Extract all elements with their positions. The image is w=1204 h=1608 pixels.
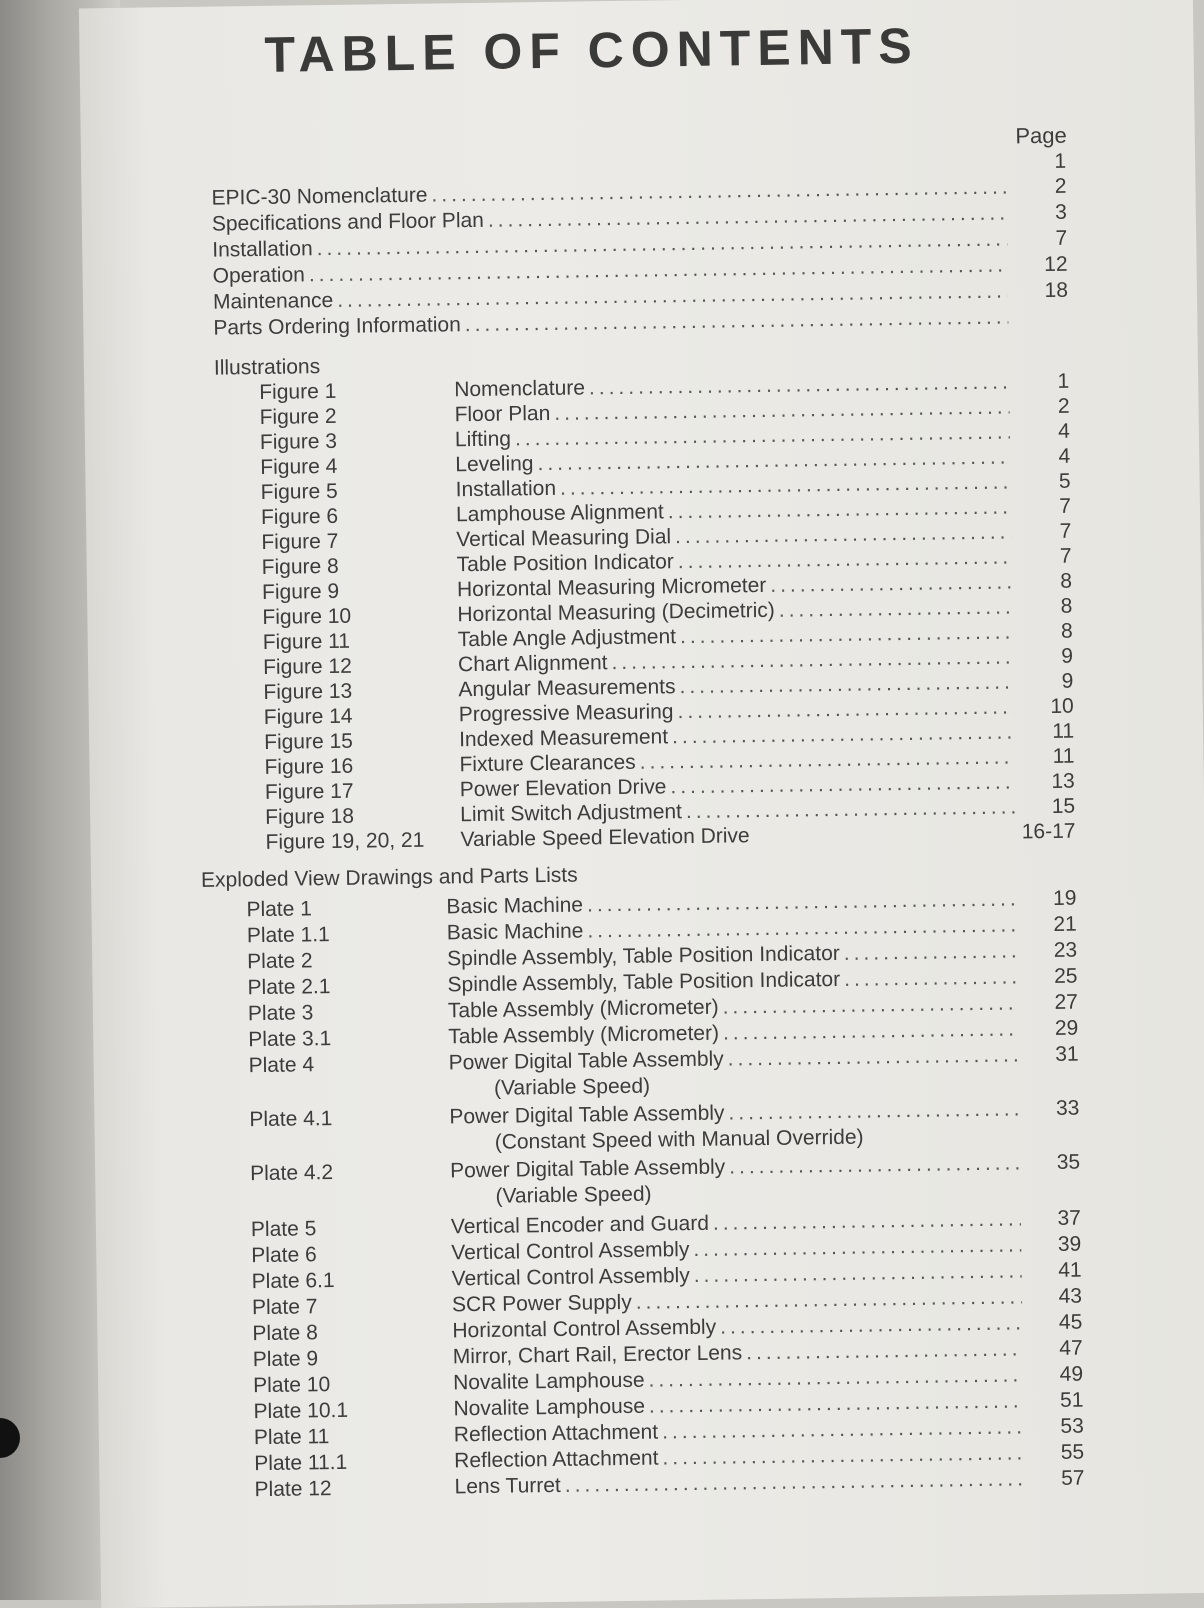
- plate-label: Plate 10.1: [253, 1398, 349, 1424]
- page-number: 11: [1052, 719, 1075, 743]
- page-number: 16-17: [1021, 819, 1076, 844]
- page-number: 9: [1061, 644, 1074, 668]
- figure-label: Figure 2: [259, 404, 337, 429]
- page-number: 2: [1057, 394, 1070, 418]
- entry-title: Table Position Indicator: [456, 550, 674, 577]
- entry-title: Limit Switch Adjustment: [460, 800, 683, 827]
- entry-title: Table Assembly (Micrometer): [448, 1021, 720, 1049]
- entry-title: Novalite Lamphouse: [452, 1368, 645, 1395]
- entry-title: Novalite Lamphouse: [453, 1394, 646, 1421]
- entry-title: SCR Power Supply: [451, 1290, 632, 1317]
- plate-label: Plate 12: [254, 1477, 332, 1502]
- page-number: 3: [1054, 200, 1067, 224]
- entry-title: Power Digital Table Assembly: [448, 1047, 724, 1075]
- leader-dots: [840, 965, 1018, 991]
- leader-dots: [666, 770, 1015, 799]
- document-page: [79, 0, 1204, 1608]
- leader-dots: [675, 670, 1013, 699]
- leader-dots: [673, 695, 1014, 724]
- page-number: 7: [1059, 494, 1072, 518]
- leader-dots: [676, 620, 1013, 649]
- page-number: 5: [1058, 469, 1071, 493]
- page-number: 33: [1055, 1096, 1080, 1120]
- plate-label: Plate 11: [253, 1425, 330, 1450]
- leader-dots: [461, 306, 1009, 338]
- page-number: 8: [1060, 619, 1073, 643]
- page-number: 45: [1058, 1310, 1083, 1334]
- leader-dots: [840, 939, 1018, 965]
- leader-dots: [583, 887, 1017, 917]
- entry-title: Leveling: [455, 452, 534, 477]
- entry-title: Specifications and Floor Plan: [211, 208, 485, 236]
- entry-title: Lamphouse Alignment: [455, 500, 664, 527]
- figure-label: Figure 3: [259, 429, 338, 454]
- leader-dots: [775, 595, 1013, 622]
- plate-label: Plate 3: [247, 1001, 314, 1026]
- leader-dots: [583, 913, 1017, 943]
- entry-title: Installation: [212, 237, 313, 262]
- leader-dots: [644, 1363, 1023, 1392]
- page-number: 7: [1059, 519, 1072, 543]
- figure-label: Figure 7: [261, 529, 339, 554]
- page-number: 4: [1058, 444, 1071, 468]
- page-number: 7: [1059, 544, 1072, 568]
- entry-title: Installation: [455, 476, 557, 502]
- entry-title: Indexed Measurement: [458, 725, 669, 752]
- page-number: 12: [1044, 252, 1068, 277]
- entry-title: Reflection Attachment: [454, 1446, 659, 1473]
- entry-subtitle: (Variable Speed): [493, 1074, 651, 1100]
- figure-label: Figure 18: [265, 804, 355, 829]
- plate-label: Plate 2.1: [247, 975, 331, 1000]
- plate-label: Plate 9: [252, 1347, 319, 1372]
- entry-title: Lens Turret: [454, 1473, 561, 1499]
- page-number: 1: [1057, 369, 1070, 393]
- entry-subtitle: (Constant Speed with Manual Override): [494, 1125, 864, 1154]
- entry-title: Table Assembly (Micrometer): [447, 995, 719, 1023]
- figure-label: Figure 6: [260, 504, 339, 529]
- entry-title: Operation: [212, 263, 306, 288]
- entry-title: Power Elevation Drive: [459, 775, 667, 802]
- entry-title: Power Digital Table Assembly: [449, 1101, 725, 1129]
- page-number: 2: [1054, 174, 1067, 198]
- plate-label: Plate 6: [251, 1243, 317, 1268]
- page-number: 37: [1057, 1206, 1082, 1230]
- figure-label: Figure 15: [263, 729, 354, 754]
- figure-label: Figure 13: [263, 679, 353, 704]
- plate-label: Plate 4.2: [250, 1161, 334, 1186]
- leader-dots: [674, 545, 1012, 574]
- leader-dots: [689, 1233, 1021, 1262]
- page-number: 15: [1051, 794, 1076, 818]
- plate-label: Plate 8: [252, 1321, 318, 1346]
- entry-title: Maintenance: [212, 288, 334, 314]
- plate-label: Plate 1: [246, 897, 313, 922]
- page-number: 8: [1060, 569, 1073, 593]
- plate-label: Plate 7: [251, 1295, 318, 1320]
- plate-label: Plate 3.1: [248, 1027, 332, 1052]
- page-column-header: Page: [1015, 122, 1067, 149]
- page-number: 55: [1060, 1440, 1085, 1464]
- entry-title: Lifting: [454, 427, 512, 452]
- leader-dots: [725, 1151, 1020, 1179]
- entry-title: Basic Machine: [446, 919, 584, 945]
- plate-label: Plate 10: [252, 1373, 331, 1398]
- entry-title: Vertical Control Assembly: [451, 1238, 690, 1265]
- figure-label: Figure 10: [262, 604, 352, 629]
- page-number: 4: [1058, 419, 1071, 443]
- entry-title: Vertical Control Assembly: [451, 1264, 690, 1291]
- page-number: 10: [1050, 694, 1074, 718]
- page-number: [1008, 323, 1068, 324]
- entry-title: Horizontal Measuring Micrometer: [456, 573, 767, 602]
- leader-dots: [682, 795, 1016, 824]
- page-number: 35: [1056, 1150, 1081, 1174]
- leader-dots: [561, 1467, 1025, 1497]
- leader-dots: [742, 1337, 1023, 1365]
- page-number: 18: [1044, 278, 1069, 302]
- figure-label: Figure 14: [263, 704, 353, 729]
- page-number: 43: [1058, 1284, 1083, 1308]
- page-number: 47: [1059, 1336, 1083, 1360]
- figure-label: Figure 11: [262, 629, 351, 654]
- leader-dots: [766, 570, 1012, 597]
- entry-title: Chart Alignment: [457, 651, 608, 677]
- entry-title: Floor Plan: [454, 401, 551, 427]
- page-number: 49: [1059, 1362, 1084, 1386]
- entry-title: Variable Speed Elevation Drive: [460, 824, 750, 852]
- exploded-views-heading: Exploded View Drawings and Parts Lists: [200, 863, 578, 892]
- leader-dots: [719, 1017, 1019, 1045]
- page-number: 29: [1054, 1016, 1079, 1040]
- figure-label: Figure 8: [261, 554, 339, 579]
- entry-title: Reflection Attachment: [453, 1420, 659, 1447]
- leader-dots: [724, 1043, 1019, 1071]
- page-number: 25: [1053, 964, 1078, 988]
- leader-dots: [724, 1097, 1019, 1125]
- page-number: 19: [1052, 886, 1077, 910]
- figure-label: Figure 9: [261, 579, 340, 604]
- plate-label: Plate 1.1: [246, 923, 330, 948]
- figure-label: Figure 16: [264, 754, 354, 779]
- page-number: 57: [1060, 1466, 1085, 1490]
- figure-label: Figure 19, 20, 21: [265, 828, 425, 854]
- illustrations-heading: Illustrations: [213, 355, 321, 380]
- plate-label: Plate 2: [247, 949, 313, 974]
- page-number: 8: [1060, 594, 1073, 618]
- leader-dots: [716, 1311, 1023, 1339]
- entry-title: Fixture Clearances: [459, 750, 636, 777]
- entry-title: Table Angle Adjustment: [457, 625, 677, 652]
- page-number: 23: [1053, 938, 1078, 962]
- entry-title: Spindle Assembly, Table Position Indicator: [447, 967, 841, 997]
- page-number: 41: [1058, 1258, 1082, 1282]
- page-number: 51: [1059, 1388, 1084, 1412]
- page-number: 1: [1054, 149, 1067, 173]
- entry-title: Progressive Measuring: [458, 700, 674, 727]
- leader-dots: [718, 991, 1018, 1019]
- leader-dots: [632, 1285, 1023, 1314]
- plate-label: Plate 11.1: [254, 1450, 348, 1476]
- leader-dots: [664, 495, 1011, 524]
- page-number: 7: [1055, 226, 1068, 250]
- leader-dots: [709, 1207, 1021, 1235]
- leader-dots: [690, 1259, 1022, 1288]
- page-number: 39: [1057, 1232, 1082, 1256]
- plate-label: Plate 4: [248, 1053, 315, 1078]
- entry-title: Vertical Encoder and Guard: [450, 1211, 710, 1239]
- page-number: 53: [1060, 1414, 1084, 1438]
- entry-subtitle: (Variable Speed): [495, 1182, 652, 1208]
- entry-title: Spindle Assembly, Table Position Indicator: [447, 941, 840, 971]
- entry-title: Horizontal Measuring (Decimetric): [457, 598, 775, 627]
- entry-title: Basic Machine: [446, 893, 584, 919]
- figure-label: Figure 12: [262, 654, 352, 679]
- figure-label: Figure 4: [260, 454, 338, 479]
- figure-label: Figure 1: [259, 379, 337, 404]
- page-number: 21: [1053, 912, 1077, 936]
- leader-dots: [658, 1441, 1024, 1470]
- leader-dots: [671, 520, 1012, 549]
- plate-entry: [450, 1151, 1080, 1184]
- figure-label: Figure 5: [260, 479, 338, 504]
- entry-title: Nomenclature: [454, 376, 586, 402]
- page-number: 9: [1061, 669, 1074, 693]
- figure-label: Figure 17: [264, 779, 354, 804]
- plate-label: Plate 5: [250, 1217, 317, 1242]
- leader-dots: [658, 1415, 1024, 1444]
- entry-title: Vertical Measuring Dial: [456, 525, 672, 552]
- entry-title: Parts Ordering Information: [213, 313, 461, 340]
- page-title: TABLE OF CONTENTS: [264, 17, 920, 83]
- entry-title: Angular Measurements: [458, 675, 676, 702]
- page-number: 13: [1051, 769, 1075, 793]
- leader-dots: [668, 720, 1014, 749]
- leader-dots: [645, 1389, 1024, 1418]
- entry-title: Horizontal Control Assembly: [452, 1315, 717, 1343]
- entry-title: Power Digital Table Assembly: [449, 1155, 726, 1183]
- plate-label: Plate 4.1: [249, 1107, 333, 1132]
- plate-label: Plate 6.1: [251, 1269, 335, 1294]
- entry-title: Mirror, Chart Rail, Erector Lens: [452, 1341, 743, 1369]
- plate-entry: [449, 1097, 1079, 1130]
- page-number: 27: [1054, 990, 1079, 1014]
- page-number: 11: [1052, 744, 1075, 768]
- page-number: 31: [1055, 1042, 1079, 1066]
- entry-title: EPIC-30 Nomenclature: [211, 183, 428, 210]
